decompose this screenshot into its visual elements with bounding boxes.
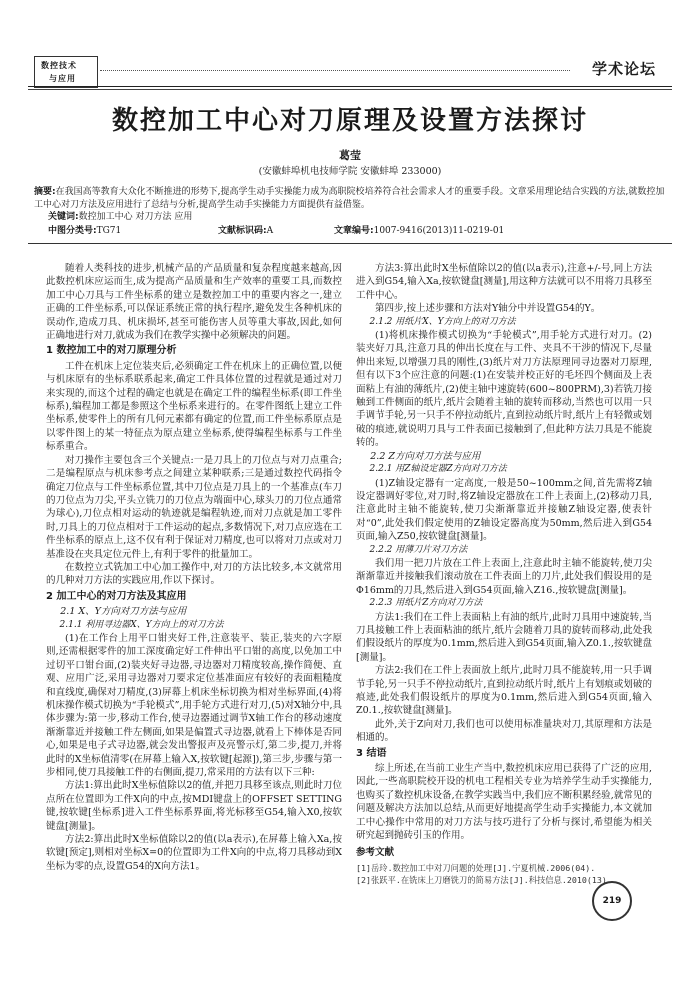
right-column (356, 262, 652, 886)
reference-item: [1]岳玲.数控加工中对刀问题的处理[J].宁夏机械.2006(04). (356, 862, 596, 873)
article-number (334, 223, 504, 236)
paragraph: (1)Z轴设定器有一定高度,一般是50~100mm之间,首先需将Z轴设定器调好零位,对刀时,将Z轴设定器放在工件上表面上,(2)移动刀具,注意此时主轴不能旋转,使刀尖渐渐靠近并接触Z轴设定器,使表针对“0”,此处我们假定使用的Z轴设定器高度为50mm,然后进入到G54页面,输入Z50,按软键盘[测量]。 (356, 477, 652, 543)
section-label: 学术论坛 (591, 60, 656, 78)
logo-line2: 与应用 (49, 73, 76, 83)
reference-item: [2]张跃平.在铣床上刀磨铣刀的简易方法[J].科技信息.2010(13). (356, 874, 612, 885)
paragraph: 对刀操作主要包含三个关键点:一是刀具上的刀位点与对刀点重合;二是编程原点与机床参考点之间建立某种联系;三是通过数控代码指令确定刀位点与工件坐标系位置,其中刀位点是刀具上的一个基准点(车刀的刀位点为刀尖,平头立铣刀的刀位点为端面中心,球头刀的刀位点通常为球心),刀位点相对运动的轨迹就是编程轨迹,而对刀点就是加工零件时,刀具上的刀位点相对于工件运动的起点,多数情况下,对刀点应选在工件坐标系的原点上,这不仅有利于保证对刀精度,也可以将对刀点或对刀基准设在夹具定位元件上,有利于零件的批量加工。 (46, 454, 342, 560)
doc-label: 文献标识码: (218, 226, 267, 236)
header-rule (28, 86, 672, 87)
subsection-heading: 2.2 Z方向对刀方法与应用 (370, 450, 481, 462)
paragraph: 在数控立式铣加工中心加工操作中,对刀的方法比较多,本文就常用的几种对刀方法的实践应用,作以下探讨。 (46, 561, 342, 587)
abstract-text: 在我国高等教育大众化不断推进的形势下,提高学生动手实操能力成为高职院校培养符合社会需求人才的重要手段。文章采用理论结合实践的方法,就数控加工中心对刀方法及应用进行了总结与分析,提高学生动手实操能力方面提供有益借鉴。 (34, 187, 665, 210)
page-number: 219 (602, 896, 622, 906)
paragraph: 方法3:算出此时X坐标值除以2的值(以a表示),注意+/-号,同上方法进入到G54,输入Xa,按软键盘[测量],用这种方法就可以不用将刀具移至工件中心。 (356, 263, 652, 301)
header-dotted-rule (100, 70, 570, 71)
clc-value: TG71 (96, 226, 122, 236)
clc-label: 中图分类号: (48, 226, 97, 236)
doc-value: A (266, 226, 274, 236)
subsubsection-heading: 2.1.2 用纸片X、Y方向上的对刀方法 (369, 316, 516, 327)
subsubsection-heading: 2.2.3 用纸片Z方向对刀方法 (369, 598, 483, 609)
article-label: 文章编号: (334, 226, 374, 236)
paragraph: 我们用一把刀片放在工件上表面上,注意此时主轴不能旋转,使刀尖渐渐靠近并接触我们滚动放在工件表面上的刀片,此处我们假设用的是Φ16mm的刀具,然后进入到G54页面,输入Z16.,按软键盘[测量]。 (356, 557, 652, 596)
paragraph: 工件在机床上定位装夹后,必须确定工件在机床上的正确位置,以便与机床原有的坐标系联系起来,确定工件具体位置的过程就是通过对刀来实现的,而这个过程的确定也就是在确定工件的编程坐标系(即工件坐标系),编程加工都是参照这个坐标系来进行的。在零件图纸上建立工件坐标系,使零件上的所有几何元素都有确定的位置,而工件坐标系原点是以零件图上的某一特征点为原点建立坐标系,使得编程坐标系与工件坐标系重合。 (46, 360, 342, 453)
keywords (48, 209, 192, 222)
paragraph: 方法2:算出此时X坐标值除以2的值(以a表示),在屏幕上输入Xa,按软键[预定],则相对坐标X=0的位置即为工件X向的中点,将刀具移动到X坐标为零的点,设置G54的X向方法1。 (46, 834, 342, 872)
page-number-badge (592, 881, 632, 921)
abstract-rule (28, 243, 672, 244)
references-heading: 参考文献 (356, 847, 395, 859)
subsubsection-heading: 2.2.2 用薄刀片对刀方法 (369, 544, 468, 555)
paragraph: (1)将机床操作模式切换为“手轮模式”,用手轮方式进行对刀。(2)装夹好刀具,注意刀具的伸出长度在与工件、夹具不干涉的情况下,尽量伸出来短,以增强刀具的刚性,(3)纸片对刀方法原理同寻边器对刀原理,但有以下3个应注意的问题:(1)在安装并校正好的毛坯四个侧面及上表面粘上有油的薄纸片,(2)使主轴中速旋转(600~800PRM),3)若铣刀接触到工件侧面的纸片,纸片会随着主轴的旋转而移动,当然也可以用一只手调节手轮,另一只手不停拉动纸片,直到拉动纸片时,纸片上有轻微或划破的痕迹,就说明刀具与工件表面已接触到了,但此种方法刀具是不能旋转的。 (356, 330, 652, 449)
logo-line1: 数控技术 (41, 60, 77, 70)
section-heading-1: 1 数控加工中的对刀原理分析 (46, 345, 177, 357)
paragraph: 方法2:我们在工件上表面放上纸片,此时刀具不能旋转,用一只手调节手轮,另一只手不停拉动纸片,直到拉动纸片时,纸片上有划痕或划破的痕迹,此处我们假设纸片的厚度为0.1mm,然后进入到G54页面,输入Z0.1.,按软键盘[测量]。 (356, 665, 652, 717)
left-column (46, 262, 342, 873)
subsubsection-heading: 2.1.1 利用寻边器X、Y方向上的对刀方法 (59, 619, 224, 630)
article-value: 1007-9416(2013)11-0219-01 (373, 226, 505, 236)
section-heading-3: 3 结语 (356, 747, 387, 759)
paragraph: 此外,关于Z向对刀,我们也可以使用标准量块对刀,其原理和方法是相通的。 (356, 718, 652, 744)
subsubsection-heading: 2.2.1 用Z轴设定器Z方向对刀方法 (369, 464, 507, 475)
paragraph: 方法1:算出此时X坐标值除以2的值,并把刀具移至该点,则此时刀位点所在位置即为工件X向的中点,按MDI键盘上的OFFSET SETTING键,按软键[坐标系]进入工件坐标系界面,将光标移至G54,输入X0,按软键盘[测量]。 (46, 780, 342, 832)
journal-logo (34, 56, 98, 88)
document-code (218, 223, 273, 236)
header-rule-thin (28, 89, 672, 90)
paper-title: 数控加工中心对刀原理及设置方法探讨 (111, 106, 588, 136)
abstract-label: 摘要: (34, 187, 56, 197)
clc-number (48, 223, 121, 236)
subsection-heading: 2.1 X、Y方向对刀方法与应用 (60, 606, 187, 618)
keywords-text: 数控加工中心 对刀方法 应用 (78, 212, 193, 222)
affiliation: (安徽蚌埠机电技师学院 安徽蚌埠 233000) (258, 166, 442, 177)
paragraph: 方法1:我们在工件上表面粘上有油的纸片,此时刀具用中速旋转,当刀具接触工件上表面粘油的纸片,纸片会随着刀具的旋转而移动,此处我们假设纸片的厚度为0.1mm,然后进入到G54页面,输入Z0.1.,按软键盘[测量]。 (356, 611, 652, 663)
author: 葛莹 (339, 149, 361, 162)
abstract (34, 186, 666, 211)
paragraph: 第四步,按上述步骤和方法对Y轴分中并设置G54的Y。 (375, 303, 601, 315)
intro-paragraph: 随着人类科技的进步,机械产品的产品质量和复杂程度越来越高,因此数控机床应运而生,成为提高产品质量和生产效率的重要工具,而数控加工中心刀具与工件坐标系的建立是数控加工中的重要内容之一,建立正确的工件坐标系,可以保证系统正常的执行程序,避免发生各种机床的误动作,造成刀具、机床损坏,甚至可能伤害人员等重大事故,因此,如何正确地进行对刀,就成为我们在教学实操中必须解决的问题。 (46, 263, 342, 342)
paragraph: 综上所述,在当前工业生产当中,数控机床应用已获得了广泛的应用,因此,一些高职院校开设的机电工程相关专业为培养学生动手实操能力,也购买了数控机床设备,在教学实践当中,我们应不断积累经验,就常见的问题及解决方法加以总结,从而更好地提高学生动手实操能力,本文就加工中心操作中常用的对刀方法与技巧进行了分析与探讨,希望能为相关研究起到抛砖引玉的作用。 (356, 763, 652, 842)
keywords-label: 关键词: (48, 212, 79, 222)
paragraph: (1)在工作台上用平口钳夹好工件,注意装平、装正,装夹的六字原则,还需根据零件的加工深度确定好工件伸出平口钳的高度,以免加工中过切平口钳台面,(2)装夹好寻边器,寻边器对刀精度较高,操作简便、直观、应用广泛,采用寻边器对刀要求定位基准面应有较好的表面粗糙度和直线度,确保对刀精度,(3)屏幕上机床坐标切换为相对坐标界面,(4)将机床操作模式切换为“手轮模式”,用手轮方式进行对刀,(5)对X轴分中,具体步骤为:第一步,移动工作台,使寻边器通过调节X轴工作台的移动速度渐渐靠近并接触工件左侧面,如果是偏置式寻边器,就看上下棒体是否同心,如果是电子式寻边器,就会发出警报声及亮警示灯,第二步,提刀,并将此时的X坐标值清零(在屏幕上输入X,按软键[起源]),第三步,步骤与第一步相同,使刀具接触工件的右侧面,提刀,常采用的方法有以下三种: (46, 632, 342, 779)
section-heading-2: 2 加工中心的对刀方法及其应用 (46, 590, 187, 602)
